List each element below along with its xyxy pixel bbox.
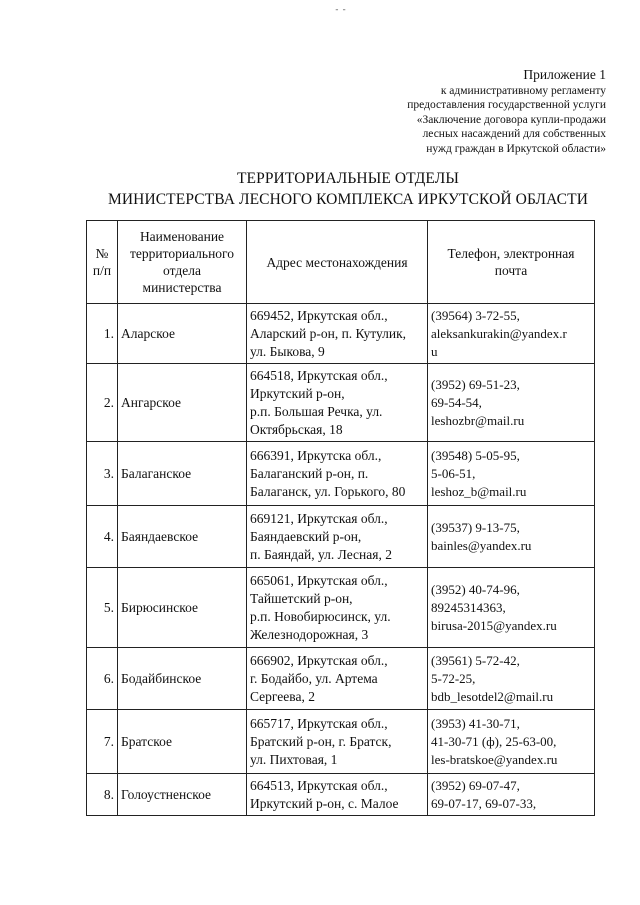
contacts-cell: (3952) 40-74-96, 89245314363, birusa-2015@yandex.ru [428,568,595,648]
header-address: Адрес местонахождения [247,221,428,304]
appendix-line: предоставления государственной услуги [407,99,606,112]
office-name-cell: Голоустненское [118,774,247,816]
table-row [87,364,595,442]
office-name-cell: Аларское [118,304,247,364]
row-number-cell: 5. [87,568,118,648]
appendix-title: Приложение 1 [523,67,606,82]
contacts-cell: (3952) 69-51-23, 69-54-54, leshozbr@mail.ru [428,364,595,442]
office-name-cell: Балаганское [118,442,247,506]
row-number-cell: 6. [87,648,118,710]
document-title [100,168,596,210]
office-name-cell: Братское [118,710,247,774]
office-name-cell: Бирюсинское [118,568,247,648]
address-cell: 669121, Иркутская обл., Баяндаевский р-он, п. Баяндай, ул. Лесная, 2 [247,506,428,568]
office-name-cell: Бодайбинское [118,648,247,710]
address-cell: 665717, Иркутская обл., Братский р-он, г. Братск, ул. Пихтовая, 1 [247,710,428,774]
row-number-cell: 7. [87,710,118,774]
row-number-cell: 3. [87,442,118,506]
table-header-row [87,221,595,304]
address-cell: 666391, Иркутска обл., Балаганский р-он, п. Балаганск, ул. Горького, 80 [247,442,428,506]
header-number: № п/п [87,221,118,304]
table-row [87,648,595,710]
appendix-line: к административному регламенту [440,85,606,97]
office-name-cell: Ангарское [118,364,247,442]
document-title-line: МИНИСТЕРСТВА ЛЕСНОГО КОМПЛЕКСА ИРКУТСКОЙ ОБЛАСТИ [107,191,588,208]
address-cell: 669452, Иркутская обл., Аларский р-он, п. Кутулик, ул. Быкова, 9 [247,304,428,364]
contacts-cell: (3952) 69-07-47, 69-07-17, 69-07-33, [428,774,595,816]
appendix-line: лесных насаждений для собственных [422,128,606,141]
table-row [87,304,595,364]
office-name-cell: Баяндаевское [118,506,247,568]
table-row [87,506,595,568]
row-number-cell: 4. [87,506,118,568]
document-title-line: ТЕРРИТОРИАЛЬНЫЕ ОТДЕЛЫ [236,170,460,187]
table-body [87,304,595,816]
row-number-cell: 1. [87,304,118,364]
address-cell: 664518, Иркутская обл., Иркутский р-он, р.п. Большая Речка, ул. Октябрьская, 18 [247,364,428,442]
row-number-cell: 2. [87,364,118,442]
header-contacts: Телефон, электронная почта [428,221,595,304]
offices-table [86,220,595,816]
appendix-block [300,66,606,156]
contacts-cell: (39564) 3-72-55, aleksankurakin@yandex.r u [428,304,595,364]
contacts-cell: (39537) 9-13-75, bainles@yandex.ru [428,506,595,568]
contacts-cell: (3953) 41-30-71, 41-30-71 (ф), 25-63-00, les-bratskoe@yandex.ru [428,710,595,774]
address-cell: 664513, Иркутская обл., Иркутский р-он, с. Малое [247,774,428,816]
contacts-cell: (39561) 5-72-42, 5-72-25, bdb_lesotdel2@mail.ru [428,648,595,710]
appendix-line: нужд граждан в Иркутской области» [426,142,606,155]
address-cell: 666902, Иркутская обл., г. Бодайбо, ул. Артема Сергеева, 2 [247,648,428,710]
appendix-line: «Заключение договора купли-продажи [416,113,606,126]
table-row [87,442,595,506]
header-name: Наименование территориального отдела министерства [118,221,247,304]
contacts-cell: (39548) 5-05-95, 5-06-51, leshoz_b@mail.ru [428,442,595,506]
page-mark: - - [335,4,347,14]
address-cell: 665061, Иркутская обл., Тайшетский р-он, р.п. Новобирюсинск, ул. Железнодорожная, 3 [247,568,428,648]
table-row [87,568,595,648]
row-number-cell: 8. [87,774,118,816]
table-row [87,710,595,774]
table-row [87,774,595,816]
